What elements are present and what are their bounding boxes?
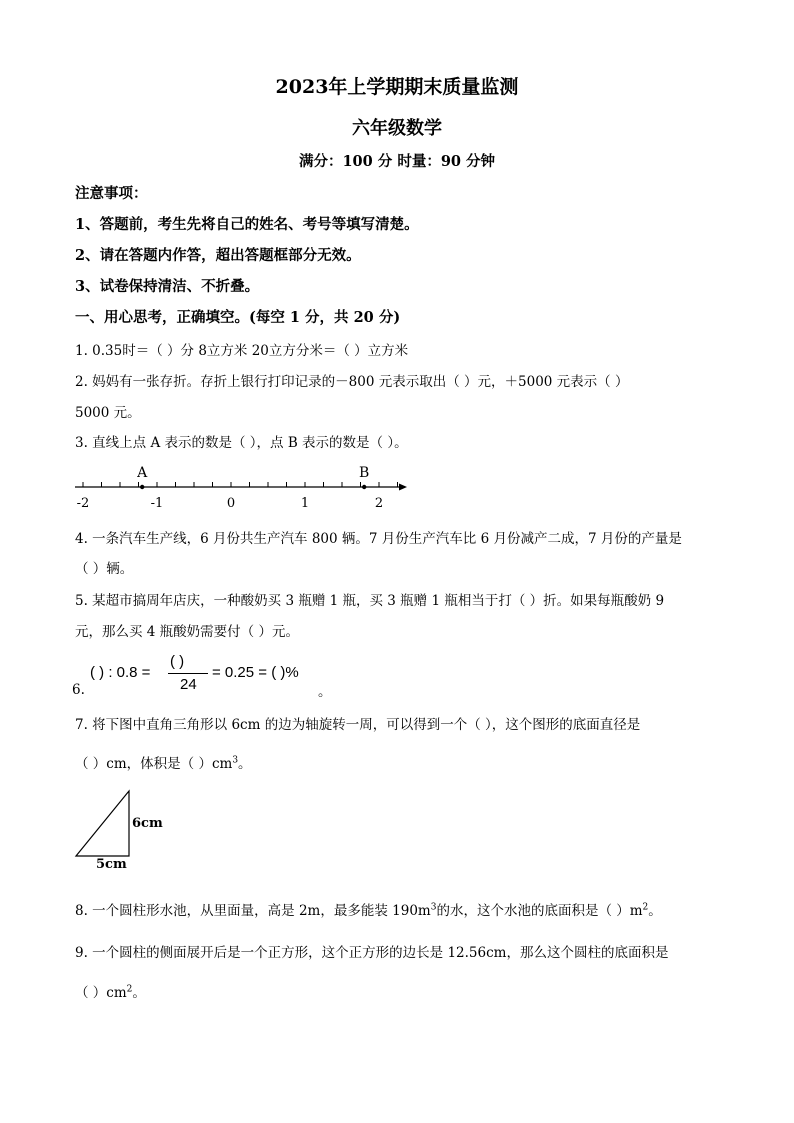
question-6-number: 6. bbox=[72, 682, 85, 698]
number-line-tick-label: -1 bbox=[150, 496, 164, 511]
question-9-end: 。 bbox=[132, 985, 146, 1001]
question-1: 1. 0.35时＝（ ）分 8立方米 20立方分米＝（ ）立方米 bbox=[75, 343, 409, 359]
number-line bbox=[70, 460, 420, 515]
question-5: 5. 某超市搞周年店庆，一种酸奶买 3 瓶赠 1 瓶，买 3 瓶赠 1 瓶相当于打（ ）折。如果每瓶酸奶 9 bbox=[75, 593, 665, 609]
score-info: 满分：100 分 时量：90 分钟 bbox=[298, 153, 496, 170]
question-8-text: 8. 一个圆柱形水池，从里面量，高是 2m，最多能装 190m bbox=[75, 903, 431, 919]
superscript: 3 bbox=[430, 902, 437, 913]
question-7-end: 。 bbox=[238, 756, 252, 772]
question-9: 9. 一个圆柱的侧面展开后是一个正方形，这个正方形的边长是 12.56cm，那么这个圆柱的底面积是 bbox=[75, 945, 669, 961]
notice-heading: 注意事项： bbox=[75, 185, 148, 202]
question-6-end: 。 bbox=[318, 684, 332, 700]
superscript: 2 bbox=[126, 984, 133, 995]
question-7-text: （ ）cm，体积是（ ）cm bbox=[75, 756, 233, 772]
notice-item: 3、试卷保持清洁、不折叠。 bbox=[75, 278, 260, 295]
number-line-tick-label: 0 bbox=[226, 496, 236, 511]
question-7-cont bbox=[75, 752, 252, 772]
question-2-cont: 5000 元。 bbox=[75, 405, 141, 421]
number-line-tick-label: 1 bbox=[300, 496, 310, 511]
superscript: 3 bbox=[232, 755, 239, 766]
number-line-point bbox=[362, 485, 366, 489]
page-title: 2023年上学期期末质量监测 bbox=[275, 76, 519, 98]
question-4: 4. 一条汽车生产线，6 月份共生产汽车 800 辆。7 月份生产汽车比 6 月份减产二成，7 月份的产量是 bbox=[75, 531, 682, 547]
superscript: 2 bbox=[642, 902, 649, 913]
question-8-text-cont: 的水，这个水池的底面积是（ ）m bbox=[436, 903, 643, 919]
number-line-point-label: A bbox=[137, 465, 148, 481]
number-line-tick-label: 2 bbox=[374, 496, 384, 511]
question-2: 2. 妈妈有一张存折。存折上银行打印记录的－800 元表示取出（ ）元，＋5000 元表示（ ） bbox=[75, 374, 629, 390]
triangle-base-label: 5cm bbox=[96, 857, 127, 872]
page-subtitle: 六年级数学 bbox=[352, 118, 442, 139]
question-9-text: （ ）cm bbox=[75, 985, 127, 1001]
question-3: 3. 直线上点 A 表示的数是（ ），点 B 表示的数是（ ）。 bbox=[75, 435, 408, 451]
triangle-height-label: 6cm bbox=[132, 816, 163, 831]
question-6-right: = 0.25 = ( )% bbox=[212, 664, 299, 681]
notice-item: 1、答题前，考生先将自己的姓名、考号等填写清楚。 bbox=[75, 216, 419, 233]
number-line-point-label: B bbox=[359, 465, 370, 481]
question-8-end: 。 bbox=[648, 903, 662, 919]
question-4-cont: （ ）辆。 bbox=[75, 561, 134, 577]
question-8 bbox=[75, 899, 662, 919]
number-line-point bbox=[140, 485, 144, 489]
question-9-cont bbox=[75, 981, 146, 1001]
question-6-frac-denominator: 24 bbox=[180, 676, 197, 693]
fraction-bar bbox=[168, 673, 208, 674]
number-line-tick-label: -2 bbox=[76, 496, 90, 511]
question-6-left: ( ) : 0.8 = bbox=[90, 664, 151, 681]
section-heading: 一、用心思考，正确填空。(每空 1 分，共 20 分) bbox=[75, 309, 401, 326]
question-6-frac-numerator: ( ) bbox=[170, 653, 185, 670]
question-7: 7. 将下图中直角三角形以 6cm 的边为轴旋转一周，可以得到一个（ ），这个图形的底面直径是 bbox=[75, 717, 641, 733]
question-5-cont: 元，那么买 4 瓶酸奶需要付（ ）元。 bbox=[75, 624, 299, 640]
notice-item: 2、请在答题内作答，超出答题框部分无效。 bbox=[75, 247, 361, 264]
